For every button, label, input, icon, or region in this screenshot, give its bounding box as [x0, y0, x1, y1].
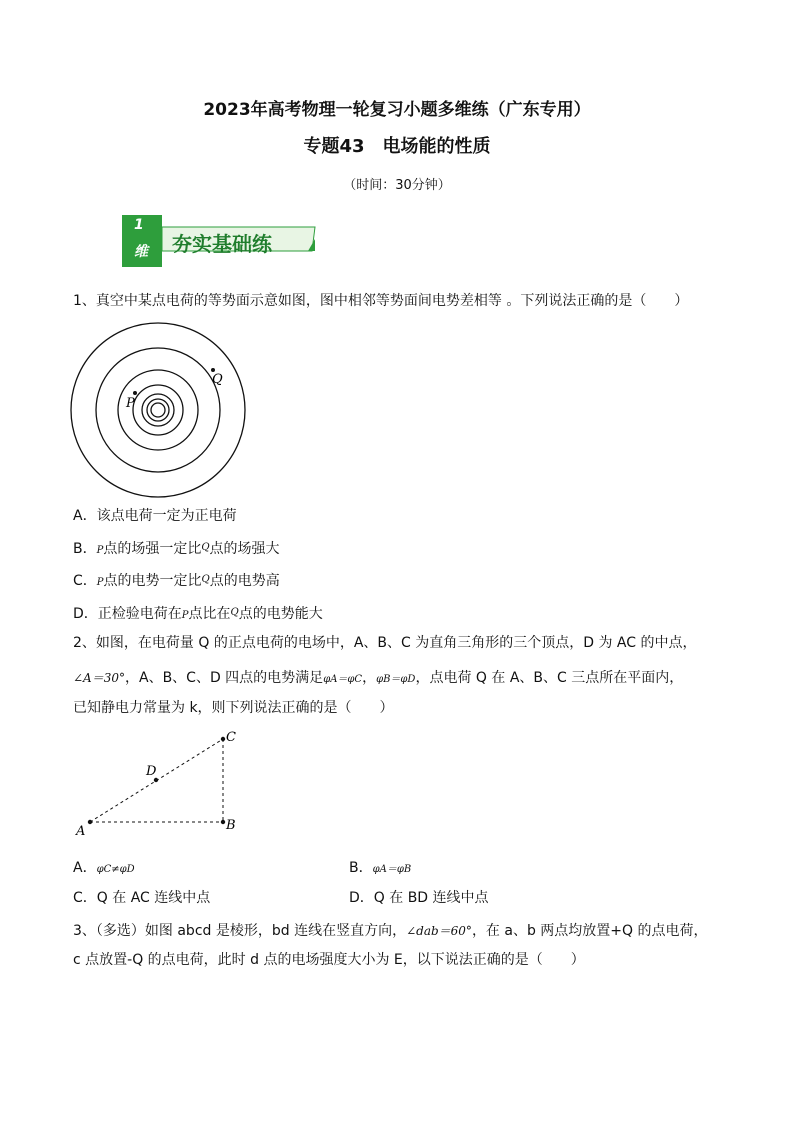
q3-line-1: 3、（多选）如图 abcd 是棱形，bd 连线在竖直方向，∠dab＝60°，在 a、b 两点均放置+Q 的点电荷， — [73, 923, 708, 939]
q3-line-2: c 点放置-Q 的点电荷，此时 d 点的电场强度大小为 E，以下说法正确的是（ ） — [73, 952, 585, 968]
banner-label: 夯实基础练 — [172, 232, 272, 256]
q2-option-c: C．Q 在 AC 连线中点 — [73, 890, 211, 906]
q1-option-d: D．正检验电荷在P点比在$^Q$点的电势能大 — [73, 606, 323, 622]
label-b: B — [226, 818, 236, 833]
label-a: A — [76, 824, 86, 839]
q2-option-b: B．φA＝φB — [349, 860, 412, 876]
label-p: P — [126, 396, 135, 411]
q2-option-d: D．Q 在 BD 连线中点 — [349, 890, 489, 906]
label-d: D — [146, 764, 157, 779]
section-banner — [120, 213, 320, 269]
q1-equipotential-figure — [66, 322, 251, 507]
document-title: 2023年高考物理一轮复习小题多维练（广东专用） — [203, 100, 591, 120]
q2-line-2: ∠A＝30°，A、B、C、D 四点的电势满足φA＝φC，φB＝φD，点电荷 Q 在 A、B、C 三点所在平面内， — [73, 670, 684, 686]
topic-title: 专题43 电场能的性质 — [303, 136, 491, 157]
q2-triangle-figure — [66, 725, 256, 840]
q1-stem: 1、真空中某点电荷的等势面示意如图，图中相邻等势面间电势差相等 。下列说法正确的是（ ） — [73, 293, 689, 309]
q1-option-c: C．P点的电势一定比$^Q$点的电势高 — [73, 573, 280, 589]
point-p-dot — [133, 391, 137, 395]
label-c: C — [226, 730, 236, 745]
q2-line-3: 已知静电力常量为 k，则下列说法正确的是（ ） — [73, 700, 394, 716]
banner-badge-number: 1 — [134, 217, 144, 233]
q1-option-b: B．P点的场强一定比$^Q$点的场强大 — [73, 541, 280, 557]
q1-option-a: A．该点电荷一定为正电荷 — [73, 508, 237, 524]
label-q: Q — [212, 372, 223, 387]
time-limit: （时间：30分钟） — [343, 178, 451, 193]
q2-option-a: A．φC≠φD — [73, 860, 135, 876]
q2-line-1: 2、如图，在电荷量 Q 的正点电荷的电场中，A、B、C 为直角三角形的三个顶点，D 为 AC 的中点， — [73, 635, 697, 651]
banner-badge-char: 维 — [134, 244, 148, 260]
